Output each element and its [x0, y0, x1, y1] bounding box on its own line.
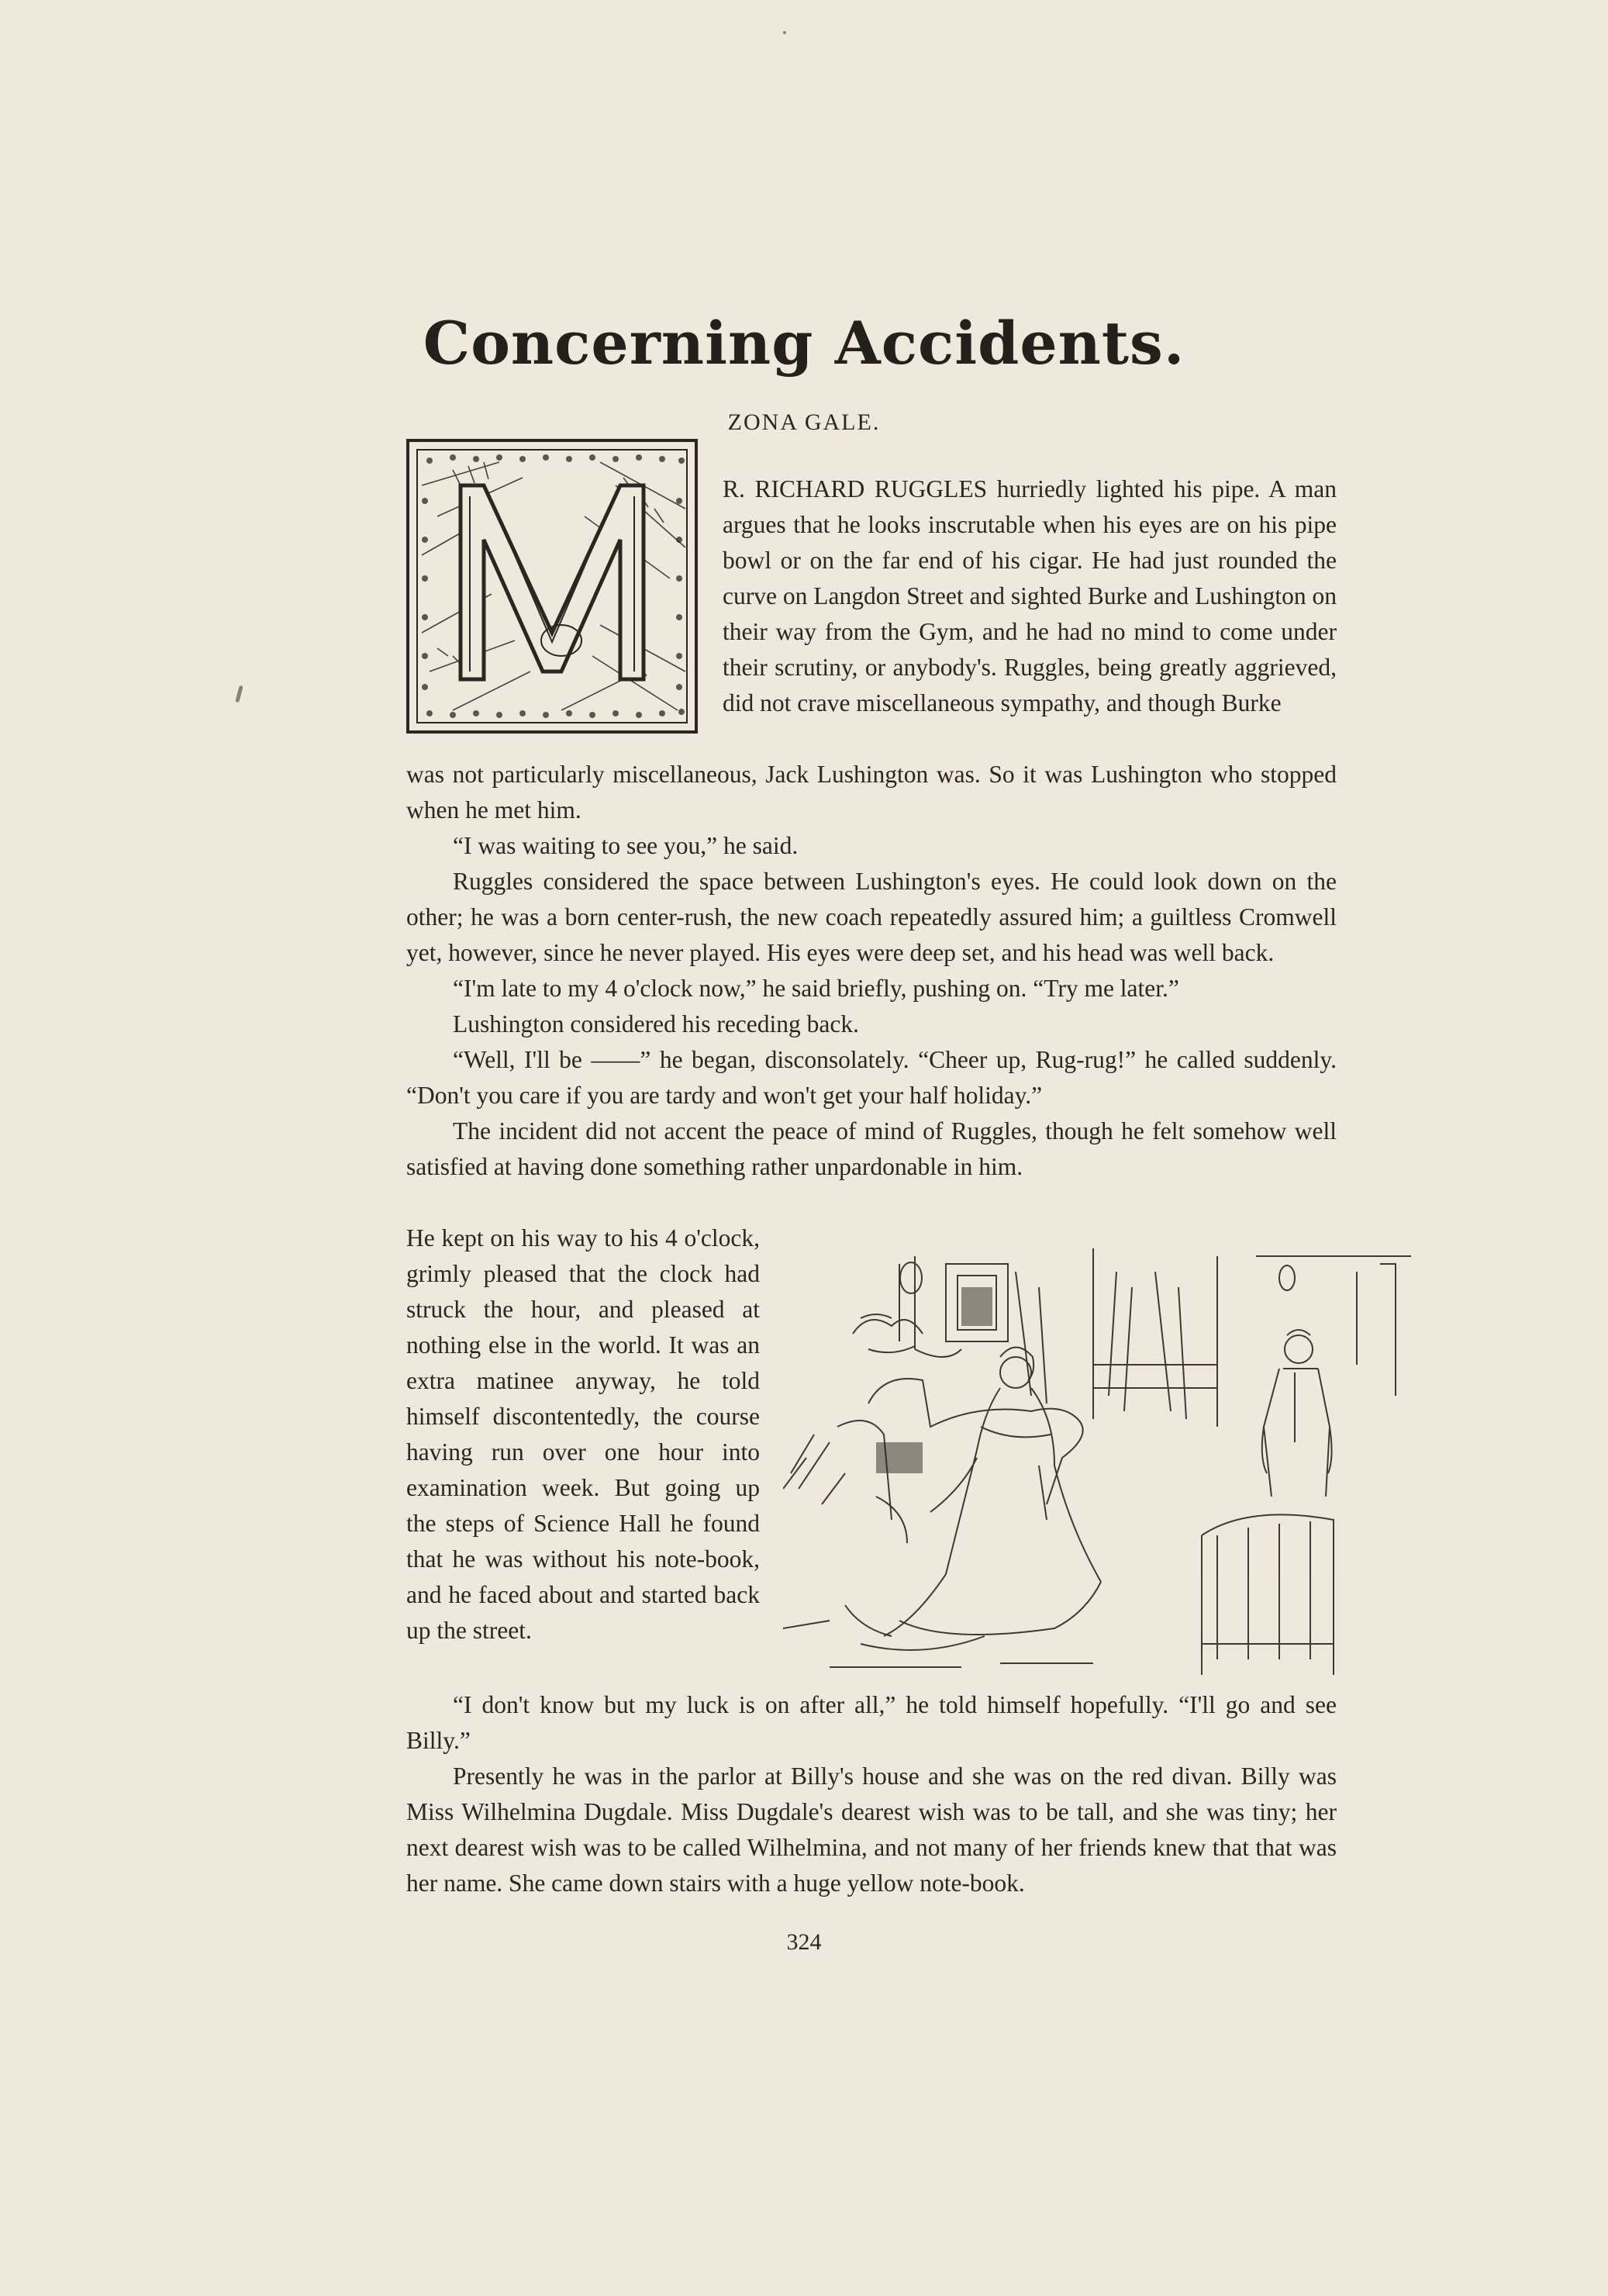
paragraph-4: “I'm late to my 4 o'clock now,” he said briefly, pushing on. “Try me later.” [453, 975, 1179, 1002]
opening-text: R. RICHARD RUGGLES hurriedly lighted his pipe. A man argues that he looks inscrutable when his eyes are on his pipe bowl or on the far end of his cigar. He had just rounded the curve on Langdon Street and sighted Burke and Lushington on their way from the Gym, and he had no mind to come under their scrutiny, or anybody's. Ruggles, being greatly aggrieved, did not crave miscellaneous sympathy, and though Burke [723, 475, 1337, 716]
author-byline: ZONA GALE. [727, 409, 881, 435]
paragraph-8: “I don't know but my luck is on after all,” he told himself hopefully. “I'll go and see Billy.” [406, 1691, 1337, 1754]
body-text-narrow [406, 1221, 760, 1649]
paragraph-9: Presently he was in the parlor at Billy's house and she was on the red divan. Billy was Miss Wilhelmina Dugdale. Miss Dugdale's dearest wish was to be tall, and she was tiny; her next dearest wish was to be called Wilhelmina, and not many of her friends knew that that was her name. She came down stairs with a huge yellow note-book. [406, 1763, 1337, 1897]
paragraph-7-narrow: He kept on his way to his 4 o'clock, grimly pleased that the clock had struck the hour, and pleased at nothing else in the world. It was an extra matinee anyway, he told himself discontentedly, the course having run over one hour into examination week. But going up the steps of Science Hall he found that he was without his note-book, and he faced about and started back up the street. [406, 1224, 760, 1644]
drop-cap-initial [406, 439, 698, 734]
article-title: Concerning Accidents. [423, 309, 1185, 378]
parlor-illustration [783, 1241, 1411, 1675]
paper-speck [783, 31, 786, 34]
paragraph-7: The incident did not accent the peace of mind of Ruggles, though he felt somehow well satisfied at having done something rather unpardonable in him. [406, 1117, 1337, 1180]
opening-paragraph [723, 471, 1337, 721]
paragraph-2: “I was waiting to see you,” he said. [453, 832, 799, 859]
body-text-lower [406, 1687, 1337, 1901]
paper-speck [235, 685, 243, 703]
paragraph-3: Ruggles considered the space between Lushington's eyes. He could look down on the other; he was a born center-rush, the new coach repeatedly assured him; a guiltless Cromwell yet, however, since he never played. His eyes were deep set, and his head was well back. [406, 868, 1337, 966]
paragraph-6: “Well, I'll be ——” he began, disconsolately. “Cheer up, Rug-rug!” he called suddenly. “Don't you care if you are tardy and won't get your half holiday.” [406, 1046, 1337, 1109]
body-text-upper [406, 757, 1337, 1185]
paragraph-5: Lushington considered his receding back. [453, 1010, 859, 1038]
paragraph-1-continued: was not particularly miscellaneous, Jack Lushington was. So it was Lushington who stopped when he met him. [406, 761, 1337, 823]
page-number: 324 [786, 1929, 822, 1955]
